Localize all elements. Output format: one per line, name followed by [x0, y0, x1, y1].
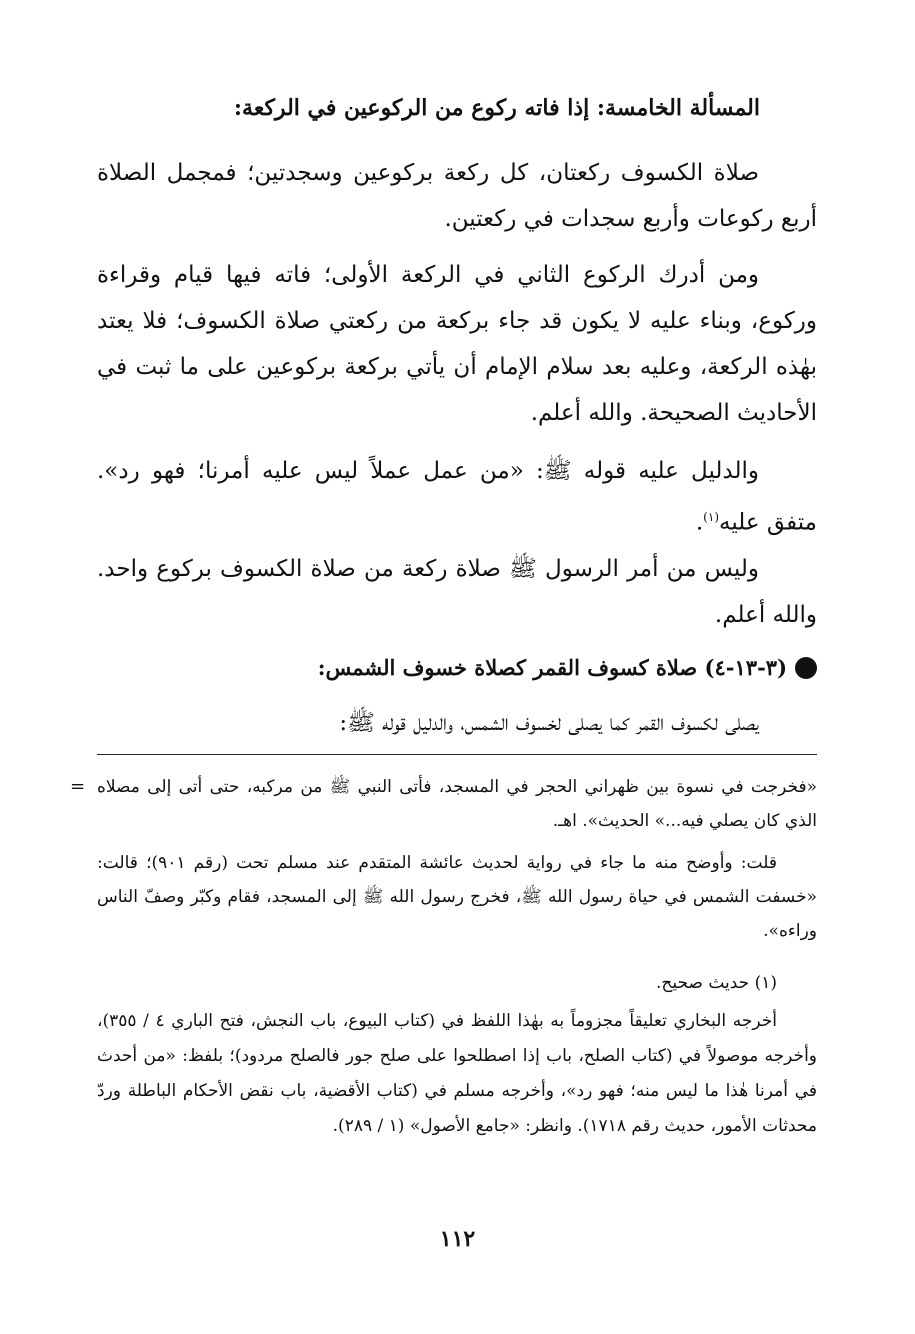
paragraph-3-text: والدليل عليه قوله ﷺ: «من عمل عملاً ليس عليه أمرنا؛ فهو رد». متفق عليه: [97, 458, 817, 536]
footnote-continued-text: «فخرجت في نسوة بين ظهراني الحجر في المسجد، فأتى النبي ﷺ من مركبه، حتى أتى إلى مصلاه الذي كان يصلي فيه...» الحديث». اهـ.: [97, 777, 817, 831]
issue-heading: المسألة الخامسة: إذا فاته ركوع من الركوعين في الركعة:: [233, 95, 760, 121]
paragraph-4: وليس من أمر الرسول ﷺ صلاة ركعة من صلاة الكسوف بركوع واحد. والله أعلم.: [97, 556, 817, 628]
footnote-continuation-mark: =: [70, 776, 86, 797]
paragraph-2: ومن أدرك الركوع الثاني في الركعة الأولى؛ فاته فيها قيام وقراءة وركوع، وبناء عليه لا يكون قد جاء بركعة من ركعتي صلاة الكسوف؛ فلا يعتد بهٰذه الركعة، وعليه بعد سلام الإمام أن يأتي بركعة بركوعين على ما ثبت في الأحاديث الصحيحة. والله أعلم.: [97, 262, 817, 426]
footnote-1-title: (١) حديث صحيح.: [656, 973, 777, 993]
paragraph-3-end: .: [695, 509, 704, 536]
section-heading: [97, 648, 817, 688]
page-number: ١١٢: [439, 1226, 476, 1252]
footnote-1-text: أخرجه البخاري تعليقاً مجزوماً به بهٰذا اللفظ في (كتاب البيوع، باب النجش، فتح الباري ٤ / ٣٥٥)، وأخرجه موصولاً في (كتاب الصلح، باب إذا اصطلحوا على صلح جور فالصلح مردود)؛ بلفظ: «من أحدث في أمرنا هٰذا ما ليس منه؛ فهو رد»، وأخرجه مسلم في (كتاب الأقضية، باب نقض الأحكام الباطلة وردّ محدثات الأمور، حديث رقم ١٧١٨). وانظر: «جامع الأصول» (١ / ٢٨٩).: [97, 1011, 817, 1136]
section-paragraph: يصلى لكسوف القمر كما يصلى لخسوف الشمس، والدليل قوله ﷺ:: [339, 710, 759, 736]
paragraph-3: [97, 448, 817, 546]
footnote-divider: [97, 754, 817, 755]
footnote-reference: (١): [703, 510, 719, 524]
section-heading-text: (٣-١٣-٤) صلاة كسوف القمر كصلاة خسوف الشمس:: [317, 655, 787, 680]
bullet-icon: [795, 657, 817, 679]
footnote-note: قلت: وأوضح منه ما جاء في رواية لحديث عائشة المتقدم عند مسلم تحت (رقم ٩٠١)؛ قالت: «خسفت الشمس في حياة رسول الله ﷺ، فخرج رسول الله ﷺ إلى المسجد، فقام وكبّر وصفّ الناس وراءه».: [97, 853, 817, 941]
paragraph-1: صلاة الكسوف ركعتان، كل ركعة بركوعين وسجدتين؛ فمجمل الصلاة أربع ركوعات وأربع سجدات في ركعتين.: [97, 160, 817, 232]
